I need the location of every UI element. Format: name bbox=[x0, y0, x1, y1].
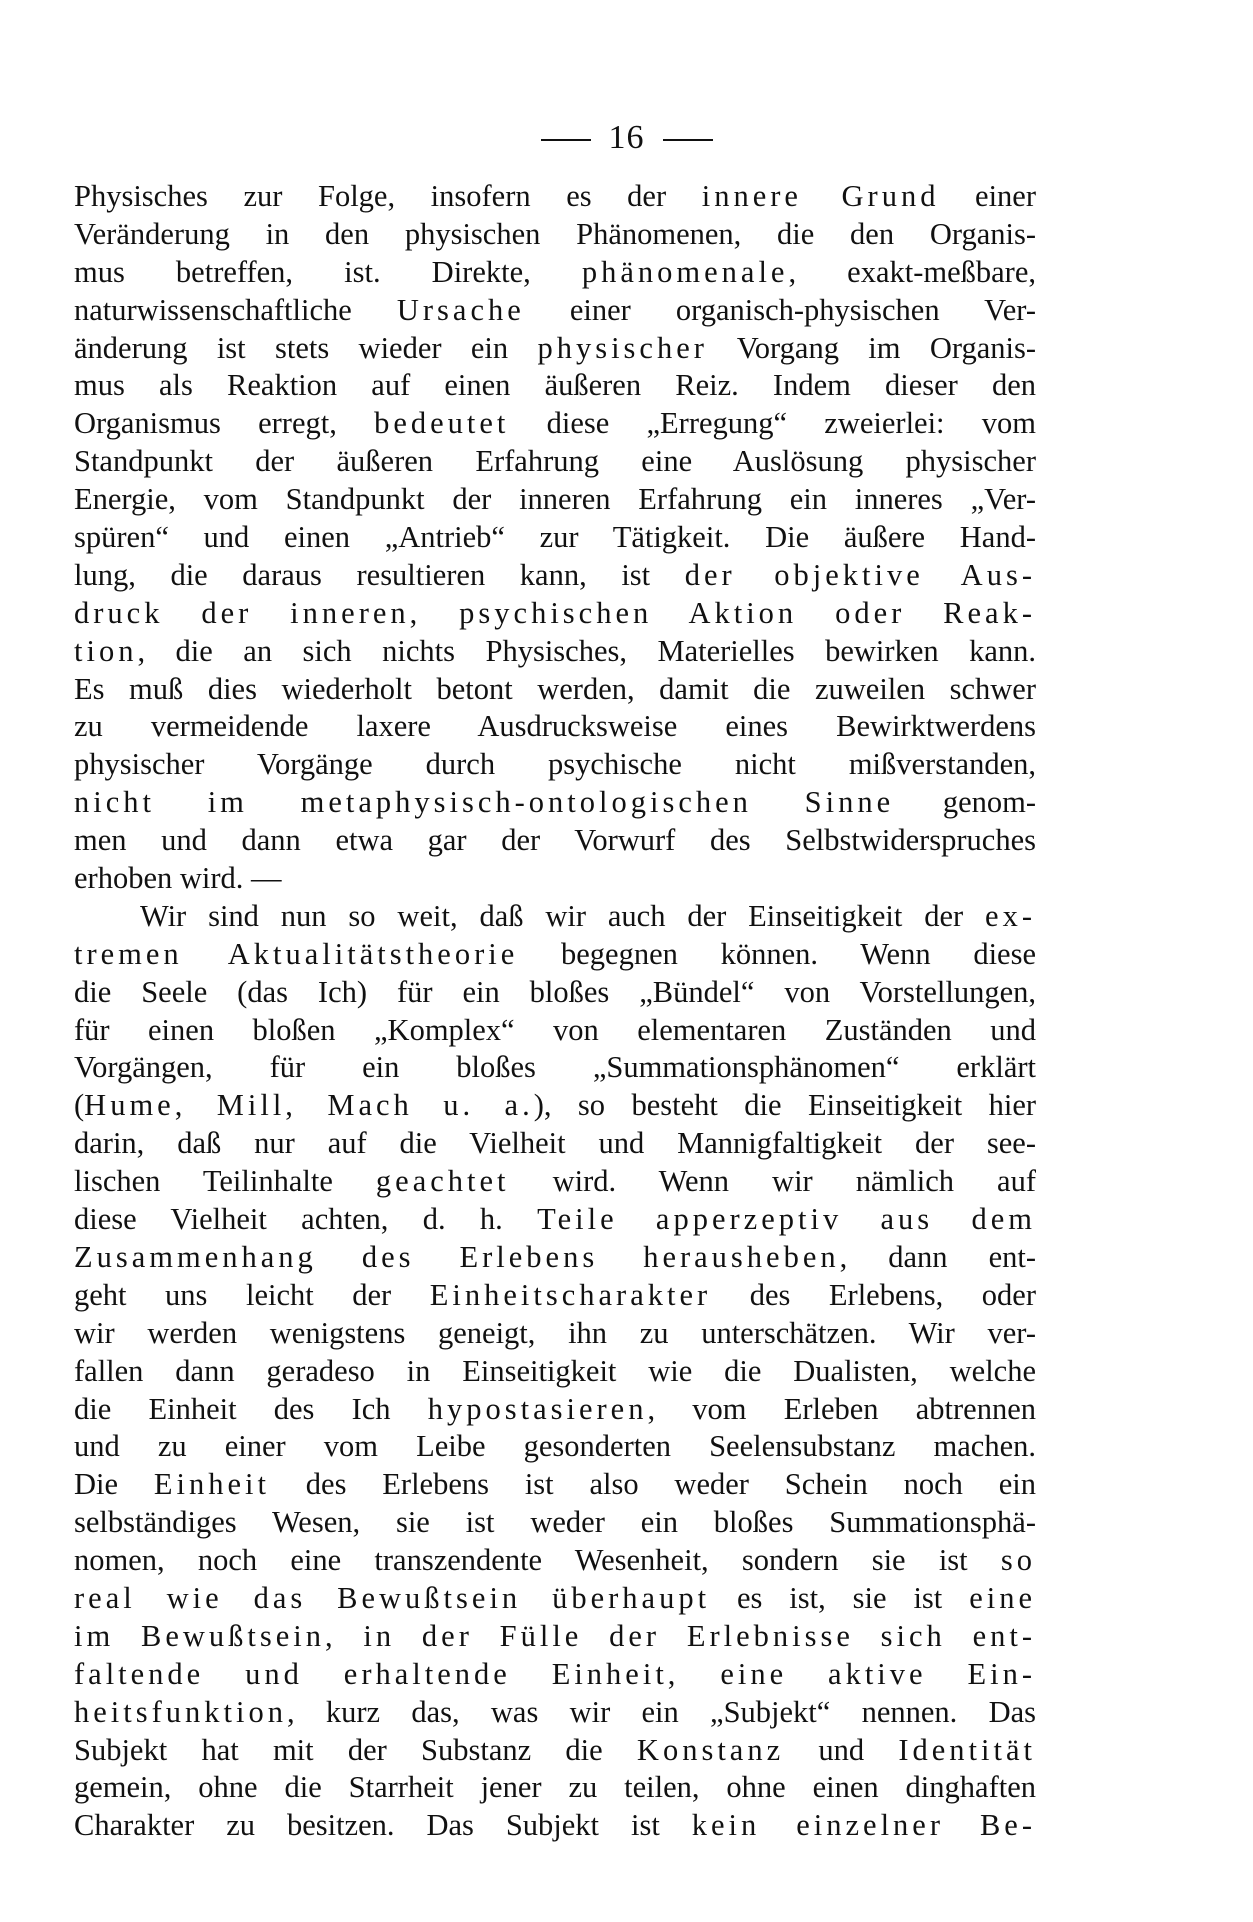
spaced-emphasis: bedeutet bbox=[374, 406, 510, 441]
spaced-emphasis: Einheitscharakter bbox=[429, 1277, 712, 1312]
text-line bbox=[74, 1125, 1036, 1163]
text-line bbox=[74, 1466, 1036, 1504]
text-line bbox=[74, 595, 1036, 633]
text-line bbox=[74, 1656, 1036, 1694]
text-segment: Die bbox=[74, 1467, 154, 1502]
text-line bbox=[74, 822, 1036, 860]
text-segment: ( bbox=[74, 1088, 85, 1123]
spaced-emphasis: kein einzelner Be- bbox=[691, 1808, 1036, 1843]
text-line bbox=[74, 671, 1036, 709]
spaced-emphasis: Hume, Mill, Mach u. a. bbox=[84, 1088, 534, 1123]
text-segment: diese Vielheit achten, d. h. bbox=[74, 1202, 538, 1237]
text-segment: , dann ent- bbox=[839, 1239, 1036, 1274]
text-segment: begegnen können. Wenn diese bbox=[518, 936, 1036, 971]
text-line bbox=[74, 936, 1036, 974]
text-segment: Energie, vom Standpunkt der inneren Erfahrung ein inneres „Ver- bbox=[74, 482, 1036, 517]
text-line bbox=[74, 216, 1036, 254]
spaced-emphasis: eine bbox=[969, 1580, 1036, 1615]
spaced-emphasis: Zusammenhang des Erlebens herausheben bbox=[74, 1239, 840, 1274]
text-segment: Physisches zur Folge, insofern es der bbox=[74, 179, 702, 213]
text-line bbox=[74, 784, 1036, 822]
text-line bbox=[74, 1049, 1036, 1087]
text-line bbox=[74, 178, 1036, 216]
text-segment: und zu einer vom Leibe gesonderten Seelensubstanz machen. bbox=[74, 1429, 1036, 1464]
spaced-emphasis: der objektive Aus- bbox=[684, 557, 1036, 592]
text-segment: spüren“ und einen „Antrieb“ zur Tätigkeit. Die äußere Hand- bbox=[74, 520, 1036, 555]
text-segment: lischen Teilinhalte bbox=[74, 1164, 376, 1199]
text-segment: selbständiges Wesen, sie ist weder ein bloßes Summationsphä- bbox=[74, 1505, 1036, 1540]
text-line bbox=[74, 633, 1036, 671]
text-segment: , kurz das, was wir ein „Subjekt“ nennen. Das bbox=[286, 1694, 1036, 1729]
spaced-emphasis: tion bbox=[74, 633, 138, 668]
text-line bbox=[74, 1277, 1036, 1315]
text-line bbox=[74, 1163, 1036, 1201]
text-line bbox=[74, 1353, 1036, 1391]
text-segment: lung, die daraus resultieren kann, ist bbox=[74, 557, 685, 592]
page-header bbox=[0, 118, 1253, 158]
spaced-emphasis: heitsfunktion bbox=[74, 1694, 287, 1729]
text-line bbox=[74, 1087, 1036, 1125]
text-line bbox=[74, 1732, 1036, 1770]
text-segment: zu vermeidende laxere Ausdrucksweise eines Bewirktwerdens bbox=[74, 709, 1036, 744]
text-segment: geht uns leicht der bbox=[74, 1277, 430, 1312]
spaced-emphasis: physischer bbox=[537, 330, 708, 365]
text-segment: gemein, ohne die Starrheit jener zu teilen, ohne einen dinghaften bbox=[74, 1770, 1036, 1805]
text-segment: Subjekt hat mit der Substanz die bbox=[74, 1732, 637, 1767]
spaced-emphasis: faltende und erhaltende Einheit, eine aktive Ein- bbox=[74, 1656, 1036, 1691]
text-segment: Vorgängen, für ein bloßes „Summationsphänomen“ erklärt bbox=[74, 1050, 1036, 1085]
text-line bbox=[74, 254, 1036, 292]
text-line bbox=[74, 974, 1036, 1012]
text-line bbox=[74, 1807, 1036, 1845]
text-line bbox=[74, 746, 1036, 784]
text-segment: diese „Erregung“ zweierlei: vom bbox=[509, 406, 1036, 441]
spaced-emphasis: hypostasieren bbox=[427, 1391, 648, 1426]
text-segment: und bbox=[784, 1732, 899, 1767]
text-segment: fallen dann geradeso in Einseitigkeit wie die Dualisten, welche bbox=[74, 1353, 1036, 1388]
spaced-emphasis: real wie das Bewußtsein überhaupt bbox=[74, 1580, 711, 1615]
text-line bbox=[74, 405, 1036, 443]
text-line bbox=[74, 1618, 1036, 1656]
text-segment: Veränderung in den physischen Phänomenen, die den Organis- bbox=[74, 216, 1036, 251]
text-segment: einer bbox=[939, 179, 1036, 213]
text-line bbox=[74, 1769, 1036, 1807]
body-text bbox=[74, 178, 1036, 1845]
text-segment: nomen, noch eine transzendente Wesenheit, sondern sie ist bbox=[74, 1543, 1001, 1578]
text-segment: Standpunkt der äußeren Erfahrung eine Auslösung physischer bbox=[74, 444, 1036, 479]
spaced-emphasis: Identität bbox=[898, 1732, 1036, 1767]
text-segment: die Einheit des Ich bbox=[74, 1391, 428, 1426]
text-line bbox=[74, 292, 1036, 330]
text-line bbox=[74, 1428, 1036, 1466]
text-segment: ), so besteht die Einseitigkeit hier bbox=[533, 1088, 1036, 1123]
text-line bbox=[74, 519, 1036, 557]
text-line bbox=[74, 1542, 1036, 1580]
text-line bbox=[74, 443, 1036, 481]
spaced-emphasis: druck der inneren, psychischen Aktion oder Reak- bbox=[74, 595, 1036, 630]
text-segment: die Seele (das Ich) für ein bloßes „Bündel“ von Vorstellungen, bbox=[74, 974, 1036, 1009]
text-line bbox=[74, 860, 1036, 898]
text-line bbox=[74, 1239, 1036, 1277]
text-line bbox=[74, 1391, 1036, 1429]
text-segment: einer organisch-physischen Ver- bbox=[524, 292, 1036, 327]
text-line bbox=[74, 330, 1036, 368]
header-dash-left bbox=[541, 139, 591, 141]
spaced-emphasis: innere Grund bbox=[701, 179, 940, 213]
text-line bbox=[74, 1315, 1036, 1353]
spaced-emphasis: Ursache bbox=[396, 292, 525, 327]
text-line bbox=[74, 481, 1036, 519]
text-segment: mus als Reaktion auf einen äußeren Reiz. Indem dieser den bbox=[74, 368, 1036, 403]
spaced-emphasis: geachtet bbox=[375, 1164, 510, 1199]
spaced-emphasis: Teile apperzeptiv aus dem bbox=[537, 1202, 1036, 1237]
text-segment: es ist, sie ist bbox=[710, 1580, 970, 1615]
header-dash-right bbox=[663, 139, 713, 141]
text-line bbox=[74, 898, 1036, 936]
text-segment: , vom Erleben abtrennen bbox=[647, 1391, 1036, 1426]
text-line bbox=[74, 1504, 1036, 1542]
text-line bbox=[74, 708, 1036, 746]
spaced-emphasis: ex- bbox=[985, 898, 1036, 933]
text-segment: für einen bloßen „Komplex“ von elementaren Zuständen und bbox=[74, 1012, 1036, 1047]
text-segment: des Erlebens ist also weder Schein noch ein bbox=[269, 1467, 1036, 1502]
spaced-emphasis: phänomenale bbox=[581, 254, 789, 289]
text-segment: erhoben wird. — bbox=[74, 861, 282, 896]
text-line bbox=[74, 1012, 1036, 1050]
page-number: 16 bbox=[608, 119, 645, 156]
text-line bbox=[74, 557, 1036, 595]
text-segment: Charakter zu besitzen. Das Subjekt ist bbox=[74, 1808, 692, 1843]
text-line bbox=[74, 1580, 1036, 1618]
text-segment: Vorgang im Organis- bbox=[707, 330, 1036, 365]
spaced-emphasis: so bbox=[1000, 1543, 1036, 1578]
spaced-emphasis: Einheit bbox=[153, 1467, 270, 1502]
text-segment: , die an sich nichts Physisches, Materielles bewirken kann. bbox=[137, 633, 1036, 668]
text-segment: darin, daß nur auf die Vielheit und Mannigfaltigkeit der see- bbox=[74, 1126, 1036, 1161]
text-segment: Wir sind nun so weit, daß wir auch der Einseitigkeit der bbox=[140, 898, 986, 933]
text-segment: des Erlebens, oder bbox=[711, 1277, 1036, 1312]
text-line bbox=[74, 1694, 1036, 1732]
text-segment: änderung ist stets wieder ein bbox=[74, 330, 538, 365]
text-segment: wir werden wenigstens geneigt, ihn zu unterschätzen. Wir ver- bbox=[74, 1315, 1036, 1350]
text-segment: mus betreffen, ist. Direkte, bbox=[74, 254, 582, 289]
text-segment: physischer Vorgänge durch psychische nicht mißverstanden, bbox=[74, 747, 1036, 782]
spaced-emphasis: Konstanz bbox=[636, 1732, 785, 1767]
text-line bbox=[74, 367, 1036, 405]
text-line bbox=[74, 1201, 1036, 1239]
text-segment: Organismus erregt, bbox=[74, 406, 375, 441]
text-segment: men und dann etwa gar der Vorwurf des Selbstwiderspruches bbox=[74, 823, 1036, 858]
text-segment: wird. Wenn wir nämlich auf bbox=[509, 1164, 1036, 1199]
spaced-emphasis: im Bewußtsein, in der Fülle der Erlebnisse sich ent- bbox=[74, 1618, 1036, 1653]
spaced-emphasis: nicht im metaphysisch-ontologischen Sinne bbox=[74, 785, 895, 820]
text-segment: genom- bbox=[894, 785, 1036, 820]
text-segment: Es muß dies wiederholt betont werden, damit die zuweilen schwer bbox=[74, 671, 1036, 706]
text-segment: naturwissenschaftliche bbox=[74, 292, 397, 327]
spaced-emphasis: tremen Aktualitätstheorie bbox=[74, 936, 519, 971]
text-segment: , exakt-meßbare, bbox=[788, 254, 1036, 289]
